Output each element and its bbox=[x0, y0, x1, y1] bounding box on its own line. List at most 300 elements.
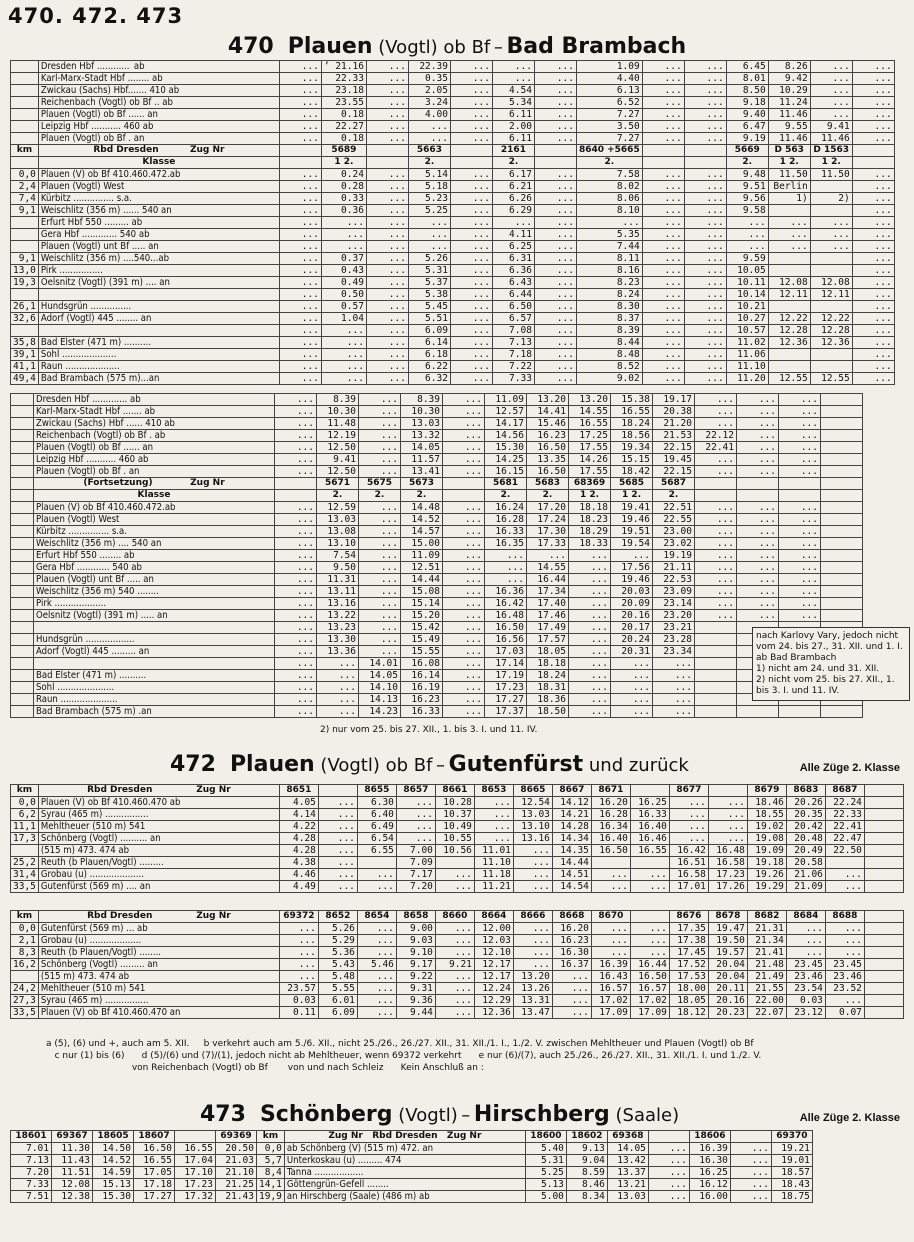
km-cell bbox=[11, 325, 39, 337]
train-class bbox=[642, 157, 684, 169]
time-cell: 18.05 bbox=[669, 995, 708, 1007]
time-cell bbox=[864, 833, 903, 845]
table-473-title bbox=[200, 1102, 760, 1127]
table-row bbox=[11, 430, 863, 442]
time-cell: 14.17 bbox=[485, 418, 527, 430]
time-cell: ... bbox=[435, 881, 474, 893]
time-cell: ... bbox=[779, 406, 821, 418]
time-cell: ... bbox=[357, 971, 396, 983]
time-cell: 7.51 bbox=[11, 1191, 52, 1203]
train-number bbox=[630, 785, 669, 797]
time-cell: 12.19 bbox=[317, 430, 359, 442]
station-cell: Hundsgrün .................. bbox=[34, 634, 275, 646]
time-cell: ... bbox=[366, 97, 408, 109]
time-cell bbox=[779, 706, 821, 718]
time-cell: ... bbox=[450, 85, 492, 97]
time-cell: 5.31 bbox=[408, 265, 450, 277]
time-cell: 18.46 bbox=[747, 797, 786, 809]
time-cell: 13.08 bbox=[317, 526, 359, 538]
train-number: 8657 bbox=[396, 785, 435, 797]
time-cell: ... bbox=[576, 217, 642, 229]
time-cell: ... bbox=[359, 514, 401, 526]
time-cell: ... bbox=[534, 373, 576, 385]
train-number: 8677 bbox=[669, 785, 708, 797]
train-class: 2. bbox=[408, 157, 450, 169]
km-cell: 5,7 bbox=[257, 1155, 285, 1167]
time-cell: 19.47 bbox=[708, 923, 747, 935]
train-class bbox=[534, 157, 576, 169]
train-number bbox=[864, 911, 903, 923]
table-row bbox=[11, 869, 904, 881]
time-cell: 7.13 bbox=[492, 337, 534, 349]
table-row bbox=[11, 1179, 813, 1191]
time-cell: ... bbox=[279, 109, 321, 121]
station-cell: Kürbitz ............... s.a. bbox=[34, 526, 275, 538]
time-cell: 6.22 bbox=[408, 361, 450, 373]
station-cell: Leipzig Hbf ........... 460 ab bbox=[34, 454, 275, 466]
station-cell: Schönberg (Vogtl) ......... an bbox=[38, 959, 279, 971]
time-cell: 16.20 bbox=[591, 797, 630, 809]
time-cell: 5.46 bbox=[357, 959, 396, 971]
km-cell: 0,0 bbox=[11, 923, 39, 935]
time-cell: ... bbox=[443, 694, 485, 706]
time-cell: 13.26 bbox=[513, 983, 552, 995]
time-cell: ... bbox=[726, 229, 768, 241]
time-cell bbox=[810, 301, 852, 313]
km-cell: 33,5 bbox=[11, 1007, 39, 1019]
train-number: 8678 bbox=[708, 911, 747, 923]
train-number: 8664 bbox=[474, 911, 513, 923]
table-472-footnotes: a (5), (6) und +, auch am 5. XII. b verkehrt auch am 5./6. XII., nicht 25./26., 26./27. XII., 31. XII./1. I., 1./2. V. zwischen Mehltheuer und Plauen (Vogtl) ob Bf c nur (1) bis (6) d (5)/(6) und (7)/(1), jedoch nicht ab Mehltheuer, wenn 69372 verkehrt e nur (6)/(7), auch 25./26., 26./27. XII., 31. XII./1. I. und 1./2. V. von Reichenbach (Vogtl) ob Bf von und nach Schleiz Kein Anschluß an : bbox=[46, 1039, 762, 1073]
time-cell: 5.25 bbox=[408, 205, 450, 217]
time-cell: ... bbox=[443, 682, 485, 694]
time-cell: 12.36 bbox=[474, 1007, 513, 1019]
table-row bbox=[11, 622, 863, 634]
time-cell: ... bbox=[359, 442, 401, 454]
time-cell: ... bbox=[852, 85, 894, 97]
time-cell: 16.50 bbox=[485, 622, 527, 634]
time-cell: ... bbox=[779, 514, 821, 526]
time-cell bbox=[810, 349, 852, 361]
table-row bbox=[11, 538, 863, 550]
time-cell bbox=[864, 971, 903, 983]
time-cell: 17.37 bbox=[485, 706, 527, 718]
time-cell: ... bbox=[737, 538, 779, 550]
time-cell: ... bbox=[450, 265, 492, 277]
time-cell: 23.45 bbox=[786, 959, 825, 971]
km-cell: 13,0 bbox=[11, 265, 39, 277]
time-cell: 20.09 bbox=[611, 598, 653, 610]
station-cell bbox=[38, 325, 279, 337]
km-cell bbox=[11, 610, 34, 622]
km-cell bbox=[11, 845, 39, 857]
time-cell: 22.51 bbox=[653, 502, 695, 514]
time-cell: 11.48 bbox=[317, 418, 359, 430]
time-cell: 11.06 bbox=[726, 349, 768, 361]
station-cell: Sohl ..................... bbox=[34, 682, 275, 694]
time-cell: 8.16 bbox=[576, 265, 642, 277]
time-cell: ... bbox=[317, 694, 359, 706]
train-number: 69369 bbox=[216, 1131, 257, 1143]
time-cell: ... bbox=[642, 325, 684, 337]
time-cell: ... bbox=[684, 109, 726, 121]
time-cell: ... bbox=[534, 181, 576, 193]
time-cell: ... bbox=[569, 658, 611, 670]
station-cell: Plauen (Vogtl) ob Bf . an bbox=[34, 466, 275, 478]
time-cell bbox=[810, 205, 852, 217]
time-cell: ... bbox=[443, 658, 485, 670]
time-cell: 17.52 bbox=[669, 959, 708, 971]
time-cell: ... bbox=[684, 325, 726, 337]
time-cell: 15.42 bbox=[401, 622, 443, 634]
time-cell: ... bbox=[642, 169, 684, 181]
class-label: Klasse bbox=[38, 157, 279, 169]
time-cell: 23.02 bbox=[653, 538, 695, 550]
time-cell: ... bbox=[569, 670, 611, 682]
station-cell: Leipzig Hbf ........... 460 ab bbox=[38, 121, 279, 133]
table-473-number: 473 bbox=[200, 1102, 246, 1127]
time-cell: ... bbox=[275, 682, 317, 694]
time-cell: ... bbox=[534, 265, 576, 277]
time-cell: ... bbox=[321, 373, 366, 385]
time-cell: 14.23 bbox=[359, 706, 401, 718]
time-cell: ... bbox=[737, 454, 779, 466]
time-cell: 16.12 bbox=[689, 1179, 730, 1191]
km-cell bbox=[11, 670, 34, 682]
time-cell: ... bbox=[366, 61, 408, 73]
time-cell: 14.41 bbox=[527, 406, 569, 418]
table-row bbox=[11, 169, 895, 181]
time-cell: 9.56 bbox=[726, 193, 768, 205]
time-cell bbox=[821, 706, 863, 718]
time-cell: ... bbox=[443, 418, 485, 430]
train-number: 8671 bbox=[591, 785, 630, 797]
km-cell: 19,9 bbox=[257, 1191, 285, 1203]
table-row bbox=[11, 193, 895, 205]
time-cell bbox=[810, 253, 852, 265]
time-cell: ... bbox=[684, 289, 726, 301]
train-number: 18602 bbox=[566, 1131, 607, 1143]
time-cell: 5.26 bbox=[408, 253, 450, 265]
time-cell: ... bbox=[435, 1007, 474, 1019]
time-cell: 8.39 bbox=[401, 394, 443, 406]
time-cell: 6.25 bbox=[492, 241, 534, 253]
time-cell: ... bbox=[726, 217, 768, 229]
time-cell: 18.43 bbox=[771, 1179, 812, 1191]
station-cell: Kürbitz ............... s.a. bbox=[38, 193, 279, 205]
time-cell: ... bbox=[852, 325, 894, 337]
time-cell: ... bbox=[695, 394, 737, 406]
train-class bbox=[821, 490, 863, 502]
time-cell: 16.30 bbox=[689, 1155, 730, 1167]
time-cell: 1.09 bbox=[576, 61, 642, 73]
time-cell: ... bbox=[726, 241, 768, 253]
time-cell: 11.18 bbox=[474, 869, 513, 881]
km-cell: 24,2 bbox=[11, 983, 39, 995]
time-cell: 0.33 bbox=[321, 193, 366, 205]
time-cell: 10.30 bbox=[317, 406, 359, 418]
time-cell: 4.40 bbox=[576, 73, 642, 85]
time-cell: 5.00 bbox=[525, 1191, 566, 1203]
time-cell: 5.45 bbox=[408, 301, 450, 313]
time-cell: ... bbox=[318, 833, 357, 845]
time-cell: ... bbox=[642, 121, 684, 133]
time-cell bbox=[864, 797, 903, 809]
time-cell: ... bbox=[366, 313, 408, 325]
table-row bbox=[11, 514, 863, 526]
time-cell: ... bbox=[275, 466, 317, 478]
time-cell bbox=[821, 538, 863, 550]
time-cell bbox=[821, 454, 863, 466]
train-class: 1 2. bbox=[768, 157, 810, 169]
time-cell: ... bbox=[275, 658, 317, 670]
train-number: 68369 bbox=[569, 478, 611, 490]
time-cell: 7.27 bbox=[576, 109, 642, 121]
station-cell: Pirk ................... bbox=[34, 598, 275, 610]
table-470-from-sub: (Vogtl) ob Bf – bbox=[372, 37, 507, 58]
time-cell: 13.10 bbox=[513, 821, 552, 833]
time-cell: 17.55 bbox=[569, 442, 611, 454]
time-cell: 16.46 bbox=[630, 833, 669, 845]
time-cell: ... bbox=[317, 706, 359, 718]
table-row bbox=[11, 562, 863, 574]
time-cell: 14.21 bbox=[552, 809, 591, 821]
time-cell: 19.26 bbox=[747, 869, 786, 881]
time-cell: 9.55 bbox=[768, 121, 810, 133]
time-cell: ... bbox=[435, 995, 474, 1007]
station-cell: Pirk ................ bbox=[38, 265, 279, 277]
station-cell: Gera Hbf ............. 540 ab bbox=[38, 229, 279, 241]
time-cell: 9.17 bbox=[396, 959, 435, 971]
time-cell: 16.42 bbox=[669, 845, 708, 857]
time-cell: ... bbox=[275, 454, 317, 466]
time-cell: ... bbox=[695, 586, 737, 598]
time-cell: ... bbox=[534, 313, 576, 325]
train-number: 5669 bbox=[726, 145, 768, 157]
time-cell bbox=[821, 430, 863, 442]
time-cell: ... bbox=[684, 241, 726, 253]
time-cell: ... bbox=[366, 181, 408, 193]
time-cell bbox=[864, 959, 903, 971]
table-472-to: Gutenfürst bbox=[448, 752, 584, 777]
time-cell: ... bbox=[534, 61, 576, 73]
time-cell: ... bbox=[591, 881, 630, 893]
time-cell: ... bbox=[552, 971, 591, 983]
table-row bbox=[11, 1143, 813, 1155]
time-cell: ... bbox=[275, 502, 317, 514]
train-number: 8640 +5665 bbox=[576, 145, 642, 157]
time-cell: ... bbox=[317, 670, 359, 682]
time-cell: 18.55 bbox=[747, 809, 786, 821]
station-cell: Oelsnitz (Vogtl) (391 m) ..... an bbox=[34, 610, 275, 622]
time-cell: ... bbox=[435, 971, 474, 983]
train-number: 18607 bbox=[134, 1131, 175, 1143]
table-row bbox=[11, 995, 904, 1007]
time-cell: 10.56 bbox=[435, 845, 474, 857]
time-cell: 20.24 bbox=[611, 634, 653, 646]
time-cell: ... bbox=[653, 682, 695, 694]
time-cell: ... bbox=[825, 869, 864, 881]
time-cell: 0.18 bbox=[321, 133, 366, 145]
time-cell: 4.11 bbox=[492, 229, 534, 241]
station-cell: Unterkoskau (u) ......... 474 bbox=[284, 1155, 525, 1167]
time-cell: ... bbox=[357, 995, 396, 1007]
time-cell: ... bbox=[359, 574, 401, 586]
time-cell: ... bbox=[779, 526, 821, 538]
time-cell: 23.46 bbox=[825, 971, 864, 983]
time-cell bbox=[768, 361, 810, 373]
time-cell: ... bbox=[737, 526, 779, 538]
time-cell: ... bbox=[669, 809, 708, 821]
time-cell: ... bbox=[474, 797, 513, 809]
time-cell: 13.16 bbox=[513, 833, 552, 845]
time-cell: ... bbox=[279, 229, 321, 241]
time-cell: 7.33 bbox=[11, 1179, 52, 1191]
time-cell: ... bbox=[786, 935, 825, 947]
time-cell: 22.33 bbox=[321, 73, 366, 85]
time-cell: ... bbox=[359, 622, 401, 634]
time-cell: 14.52 bbox=[93, 1155, 134, 1167]
time-cell: ... bbox=[279, 349, 321, 361]
time-cell: 6.01 bbox=[318, 995, 357, 1007]
time-cell: ... bbox=[779, 430, 821, 442]
km-cell bbox=[11, 658, 34, 670]
km-cell: 16,2 bbox=[11, 959, 39, 971]
station-cell: Gera Hbf ............ 540 ab bbox=[34, 562, 275, 574]
time-cell bbox=[864, 923, 903, 935]
time-cell: 16.35 bbox=[485, 538, 527, 550]
time-cell: ... bbox=[642, 181, 684, 193]
time-cell: ... bbox=[695, 418, 737, 430]
time-cell: 6.30 bbox=[357, 797, 396, 809]
time-cell: ... bbox=[779, 550, 821, 562]
time-cell: 23.34 bbox=[653, 646, 695, 658]
time-cell: 0.43 bbox=[321, 265, 366, 277]
time-cell: ... bbox=[513, 845, 552, 857]
time-cell: 13.30 bbox=[317, 634, 359, 646]
station-cell: Weischlitz (356 m) .... 540 an bbox=[34, 538, 275, 550]
km-cell: 0,0 bbox=[11, 797, 39, 809]
time-cell: 22.41 bbox=[825, 821, 864, 833]
time-cell: 13.03 bbox=[513, 809, 552, 821]
time-cell: 11.46 bbox=[768, 109, 810, 121]
time-cell: ... bbox=[450, 169, 492, 181]
time-cell: ... bbox=[653, 658, 695, 670]
time-cell: 4.22 bbox=[279, 821, 318, 833]
time-cell: 7.09 bbox=[396, 857, 435, 869]
train-number bbox=[630, 911, 669, 923]
time-cell: ... bbox=[552, 1007, 591, 1019]
train-number: 8652 bbox=[318, 911, 357, 923]
km-cell: 2,1 bbox=[11, 935, 39, 947]
time-cell: 6.47 bbox=[726, 121, 768, 133]
time-cell: 23.54 bbox=[786, 983, 825, 995]
time-cell: ... bbox=[359, 598, 401, 610]
time-cell: 19.09 bbox=[747, 845, 786, 857]
time-cell: 18.12 bbox=[669, 1007, 708, 1019]
time-cell: 10.11 bbox=[726, 277, 768, 289]
time-cell: ... bbox=[569, 694, 611, 706]
time-cell: 13.03 bbox=[401, 418, 443, 430]
time-cell: ... bbox=[684, 349, 726, 361]
time-cell: 8.10 bbox=[576, 205, 642, 217]
time-cell: 10.27 bbox=[726, 313, 768, 325]
time-cell: ... bbox=[275, 574, 317, 586]
time-cell: 7.17 bbox=[396, 869, 435, 881]
station-cell: Hundsgrün ............... bbox=[38, 301, 279, 313]
time-cell: ... bbox=[443, 706, 485, 718]
time-cell: ... bbox=[852, 289, 894, 301]
header-row bbox=[11, 490, 863, 502]
table-row bbox=[11, 1191, 813, 1203]
km-header: km bbox=[257, 1131, 285, 1143]
time-cell: ... bbox=[275, 694, 317, 706]
train-number: 8655 bbox=[357, 785, 396, 797]
time-cell: 21.20 bbox=[653, 418, 695, 430]
km-cell bbox=[11, 706, 34, 718]
time-cell: 22.55 bbox=[653, 514, 695, 526]
time-cell: ... bbox=[366, 265, 408, 277]
time-cell: 4.49 bbox=[279, 881, 318, 893]
time-cell: 9.21 bbox=[435, 959, 474, 971]
km-cell bbox=[11, 646, 34, 658]
time-cell: 13.03 bbox=[607, 1191, 648, 1203]
station-cell: Gutenfürst (569 m) .... an bbox=[38, 881, 279, 893]
time-cell: ... bbox=[443, 442, 485, 454]
time-cell bbox=[821, 550, 863, 562]
time-cell: ... bbox=[408, 241, 450, 253]
time-cell: ... bbox=[569, 574, 611, 586]
km-cell bbox=[11, 442, 34, 454]
time-cell: 16.55 bbox=[175, 1143, 216, 1155]
time-cell: ... bbox=[408, 217, 450, 229]
time-cell: ... bbox=[825, 995, 864, 1007]
station-cell: Plauen (Vogtl) unt Bf ..... an bbox=[38, 241, 279, 253]
time-cell: 23.12 bbox=[786, 1007, 825, 1019]
table-472-title bbox=[170, 752, 770, 777]
time-cell: 7.20 bbox=[396, 881, 435, 893]
time-cell: ... bbox=[396, 809, 435, 821]
time-cell: 8.44 bbox=[576, 337, 642, 349]
time-cell: ... bbox=[321, 361, 366, 373]
time-cell: ... bbox=[684, 361, 726, 373]
time-cell: 11.43 bbox=[52, 1155, 93, 1167]
km-cell: 9,1 bbox=[11, 253, 39, 265]
time-cell: 17.49 bbox=[527, 622, 569, 634]
time-cell: ... bbox=[684, 121, 726, 133]
time-cell: 7.08 bbox=[492, 325, 534, 337]
time-cell: ... bbox=[443, 526, 485, 538]
time-cell bbox=[695, 634, 737, 646]
train-class: 1 2. bbox=[611, 490, 653, 502]
time-cell: 8.11 bbox=[576, 253, 642, 265]
time-cell bbox=[821, 514, 863, 526]
time-cell: ... bbox=[825, 935, 864, 947]
time-cell: ... bbox=[684, 205, 726, 217]
time-cell: 17.04 bbox=[175, 1155, 216, 1167]
time-cell: ... bbox=[275, 610, 317, 622]
time-cell: ... bbox=[810, 109, 852, 121]
time-cell bbox=[821, 442, 863, 454]
time-cell: ... bbox=[708, 821, 747, 833]
time-cell: ... bbox=[552, 995, 591, 1007]
time-cell: ... bbox=[318, 881, 357, 893]
time-cell: 16.28 bbox=[591, 809, 630, 821]
time-cell: 12.57 bbox=[485, 406, 527, 418]
time-cell: ... bbox=[810, 85, 852, 97]
train-number: 18600 bbox=[525, 1131, 566, 1143]
time-cell: ... bbox=[359, 562, 401, 574]
